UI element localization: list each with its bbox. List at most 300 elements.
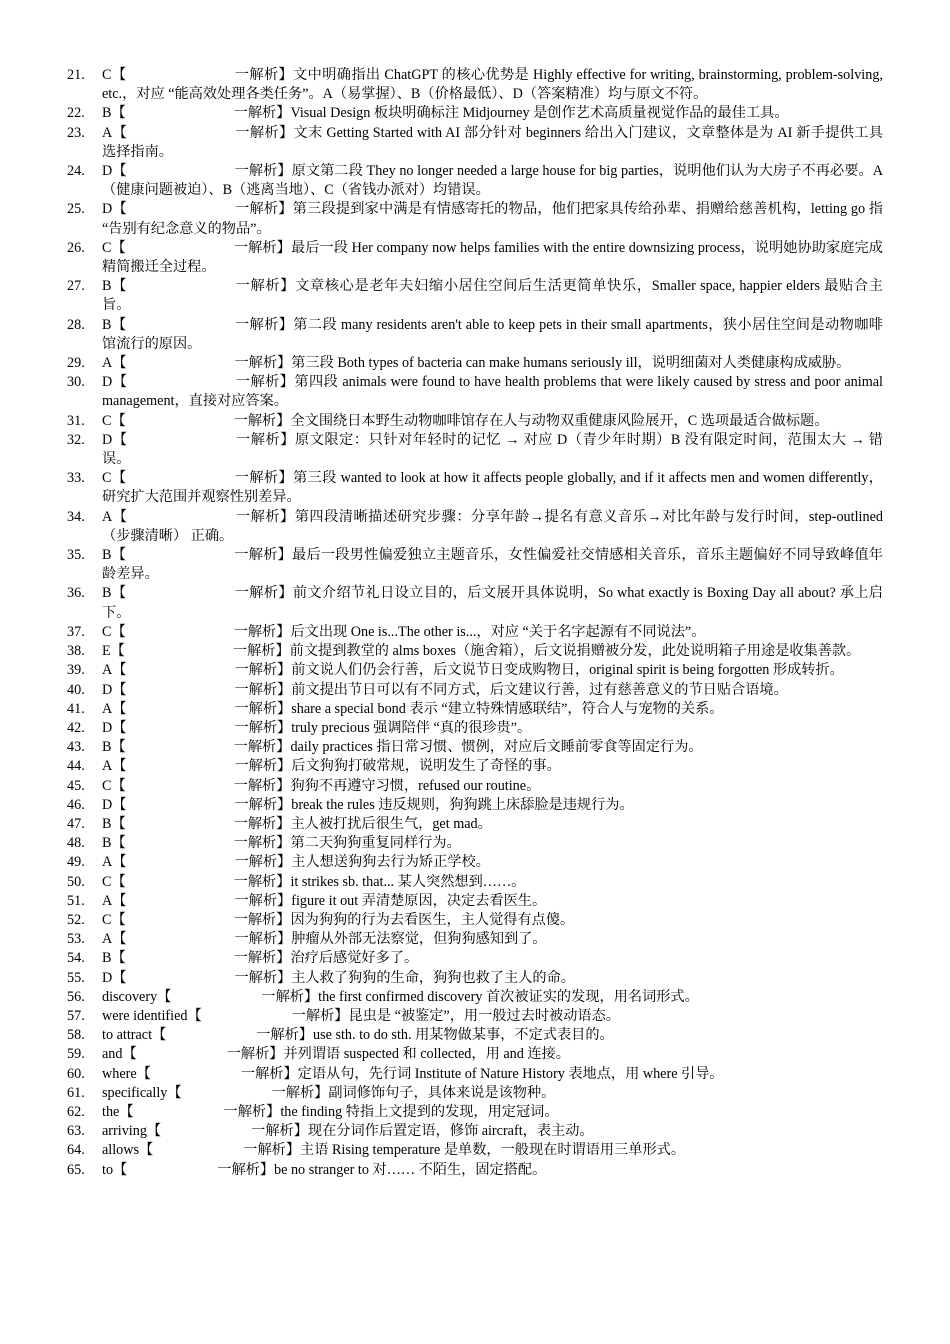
answer-choice: A	[102, 355, 113, 372]
answer-item	[67, 988, 883, 1007]
answer-choice: D	[102, 201, 113, 218]
answer-item	[67, 892, 883, 911]
open-bracket: 【	[111, 239, 126, 256]
answer-choice: where	[102, 1065, 137, 1082]
question-number: 51.	[67, 892, 85, 909]
answer-item	[67, 431, 883, 469]
analysis-text: 前文提到教堂的 alms boxes（施舍箱），后文说捐赠被分发，此处说明箱子用途是收集善款。	[289, 643, 861, 660]
open-bracket: 【	[111, 105, 126, 122]
open-bracket: 【	[167, 1084, 182, 1101]
answer-body	[102, 1122, 883, 1141]
open-bracket: 【	[112, 508, 128, 525]
open-bracket: 【	[112, 662, 127, 679]
open-bracket: 【	[111, 873, 126, 890]
answer-body	[102, 469, 883, 507]
answer-choice: D	[102, 796, 113, 813]
answer-item	[67, 354, 883, 373]
open-bracket: 【	[110, 643, 125, 660]
open-bracket: 【	[111, 739, 126, 756]
answer-body	[102, 1065, 883, 1084]
answer-body	[102, 1045, 883, 1064]
analysis-label: 一解析】	[235, 124, 294, 141]
question-number: 48.	[67, 835, 85, 852]
analysis-text: share a special bond 表示 “建立特殊情感联结”，符合人与宠物的关系。	[291, 700, 724, 717]
analysis-text: 并列谓语 suspected 和 collected，用 and 连接。	[283, 1046, 570, 1063]
analysis-label: 一解析】	[235, 508, 295, 525]
open-bracket: 【	[112, 796, 127, 813]
open-bracket: 【	[122, 1046, 137, 1063]
analysis-label: 一解析】	[217, 1161, 275, 1178]
analysis-label: 一解析】	[233, 623, 291, 640]
analysis-text: 全文围绕日本野生动物咖啡馆存在人与动物双重健康风险展开，C 选项最适合做标题。	[290, 412, 829, 429]
answer-choice: to	[102, 1161, 114, 1178]
answer-body	[102, 124, 883, 162]
open-bracket: 【	[187, 1007, 202, 1024]
answer-item	[67, 412, 883, 431]
open-bracket: 【	[111, 623, 126, 640]
answer-body	[102, 431, 883, 469]
answer-choice: B	[102, 739, 112, 756]
open-bracket: 【	[112, 201, 127, 218]
analysis-label: 一解析】	[234, 700, 292, 717]
question-number: 28.	[67, 316, 85, 333]
open-bracket: 【	[111, 585, 127, 602]
analysis-label: 一解析】	[234, 585, 293, 602]
analysis-text: 副词修饰句子，具体来说是该物种。	[328, 1084, 556, 1101]
answer-body	[102, 200, 883, 238]
answer-choice: D	[102, 163, 113, 180]
analysis-text: 主语 Rising temperature 是单数，一般现在时谓语用三单形式。	[300, 1142, 686, 1159]
answer-item	[67, 1103, 883, 1122]
answer-body	[102, 949, 883, 968]
analysis-text: 肿瘤从外部无法察觉，但狗狗感知到了。	[291, 931, 547, 948]
question-number: 55.	[67, 969, 85, 986]
answer-item	[67, 719, 883, 738]
answer-choice: A	[102, 124, 113, 141]
analysis-text: 第三段提到家中满是有情感寄托的物品，他们把家具传给孙辈、捐赠给慈善机构，letting go 指 “告别有纪念意义的物品”。	[102, 201, 883, 237]
analysis-label: 一解析】	[233, 105, 291, 122]
answer-choice: A	[102, 700, 113, 717]
answer-body	[102, 1084, 883, 1103]
analysis-label: 一解析】	[232, 643, 290, 660]
analysis-text: 前文介绍节礼日设立目的，后文展开具体说明，So what exactly is Boxing Day all about? 承上启下。	[102, 585, 883, 621]
question-number: 45.	[67, 777, 85, 794]
analysis-label: 一解析】	[233, 815, 291, 832]
answer-choice: A	[102, 508, 113, 525]
open-bracket: 【	[111, 950, 126, 967]
question-number: 23.	[67, 124, 85, 141]
question-number: 60.	[67, 1065, 85, 1082]
answer-choice: C	[102, 873, 112, 890]
answer-item	[67, 681, 883, 700]
answer-item	[67, 1045, 883, 1064]
analysis-label: 一解析】	[234, 355, 292, 372]
answer-choice: were identified	[102, 1007, 188, 1024]
analysis-label: 一解析】	[235, 278, 296, 295]
answer-item	[67, 1084, 883, 1103]
question-number: 59.	[67, 1046, 85, 1063]
answer-body	[102, 969, 883, 988]
answer-choice: A	[102, 758, 113, 775]
question-number: 21.	[67, 67, 85, 83]
answer-body	[102, 719, 883, 738]
answer-choice: allows	[102, 1142, 140, 1159]
answer-choice: C	[102, 623, 112, 640]
answer-item	[67, 1007, 883, 1026]
analysis-text: 前文提出节日可以有不同方式，后文建议行善，过有慈善意义的节日贴合语境。	[291, 681, 788, 698]
analysis-label: 一解析】	[234, 316, 294, 333]
analysis-text: use sth. to do sth. 用某物做某事，不定式表目的。	[313, 1027, 614, 1044]
open-bracket: 【	[152, 1027, 167, 1044]
question-number: 50.	[67, 873, 85, 890]
answer-choice: A	[102, 662, 113, 679]
answer-body	[102, 642, 883, 661]
answer-body	[102, 1103, 883, 1122]
answer-item	[67, 1122, 883, 1141]
analysis-label: 一解析】	[234, 547, 293, 564]
open-bracket: 【	[119, 1103, 134, 1120]
question-number: 44.	[67, 758, 85, 775]
answer-body	[102, 546, 883, 584]
answer-item	[67, 584, 883, 622]
question-number: 31.	[67, 412, 85, 429]
question-number: 54.	[67, 950, 85, 967]
open-bracket: 【	[112, 969, 127, 986]
analysis-text: the finding 特指上文提到的发现，用定冠词。	[280, 1103, 559, 1120]
analysis-label: 一解析】	[233, 950, 291, 967]
answer-item	[67, 1141, 883, 1160]
analysis-text: 定语从句，先行词 Institute of Nature History 表地点，用 where 引导。	[297, 1065, 724, 1082]
question-number: 39.	[67, 662, 85, 679]
analysis-label: 一解析】	[233, 777, 291, 794]
answer-item	[67, 738, 883, 757]
open-bracket: 【	[111, 412, 126, 429]
analysis-text: be no stranger to 对…… 不陌生，固定搭配。	[274, 1161, 547, 1178]
analysis-text: 主人被打扰后很生气，get mad。	[290, 815, 492, 832]
answer-item	[67, 969, 883, 988]
analysis-label: 一解析】	[234, 719, 292, 736]
answer-body	[102, 66, 883, 104]
analysis-text: 文中明确指出 ChatGPT 的核心优势是 Highly effective for writing, brainstorming, problem-solving, etc.，对应 “能高效处理各类任务”。A（易掌握）、B（价格最低）、D（答案精准）均与原文不符。	[102, 67, 883, 103]
answer-body	[102, 1161, 883, 1180]
open-bracket: 【	[111, 815, 126, 832]
analysis-label: 一解析】	[234, 796, 292, 813]
analysis-label: 一解析】	[235, 431, 295, 448]
analysis-label: 一解析】	[240, 1065, 298, 1082]
answer-item	[67, 911, 883, 930]
answer-body	[102, 584, 883, 622]
answer-item	[67, 1161, 883, 1180]
question-number: 58.	[67, 1027, 85, 1044]
question-number: 42.	[67, 719, 85, 736]
answer-choice: B	[102, 815, 112, 832]
open-bracket: 【	[111, 777, 126, 794]
answer-item	[67, 1026, 883, 1045]
answer-choice: C	[102, 470, 112, 487]
answer-item	[67, 546, 883, 584]
question-number: 40.	[67, 681, 85, 698]
analysis-label: 一解析】	[234, 681, 292, 698]
analysis-label: 一解析】	[291, 1007, 349, 1024]
answer-body	[102, 988, 883, 1007]
question-number: 46.	[67, 796, 85, 813]
answer-choice: B	[102, 547, 112, 564]
analysis-label: 一解析】	[233, 412, 291, 429]
answer-body	[102, 757, 883, 776]
answer-choice: D	[102, 969, 113, 986]
answer-item	[67, 777, 883, 796]
answer-body	[102, 873, 883, 892]
open-bracket: 【	[157, 988, 172, 1005]
analysis-label: 一解析】	[234, 892, 292, 909]
question-number: 24.	[67, 163, 85, 180]
open-bracket: 【	[112, 163, 127, 180]
answer-body	[102, 162, 883, 200]
analysis-label: 一解析】	[234, 662, 292, 679]
analysis-text: Visual Design 板块明确标注 Midjourney 是创作艺术高质量视觉作品的最佳工具。	[290, 105, 789, 122]
answer-item	[67, 853, 883, 872]
analysis-text: 文章核心是老年夫妇缩小居住空间后生活更简单快乐，Smaller space, happier elders 最贴合主旨。	[102, 278, 883, 314]
analysis-text: truly precious 强调陪伴 “真的很珍贵”。	[291, 719, 532, 736]
answer-choice: C	[102, 412, 112, 429]
answer-item	[67, 949, 883, 968]
open-bracket: 【	[112, 758, 127, 775]
question-number: 56.	[67, 988, 85, 1005]
answer-body	[102, 1026, 883, 1045]
analysis-label: 一解析】	[233, 873, 291, 890]
question-number: 49.	[67, 854, 85, 871]
analysis-label: 一解析】	[233, 239, 291, 256]
answer-key	[67, 66, 883, 1180]
answer-choice: the	[102, 1103, 120, 1120]
answer-choice: D	[102, 374, 113, 391]
open-bracket: 【	[112, 719, 127, 736]
analysis-text: 第三段 Both types of bacteria can make humans seriously ill，说明细菌对人类健康构成威胁。	[291, 355, 851, 372]
question-number: 38.	[67, 643, 85, 660]
answer-item	[67, 661, 883, 680]
answer-body	[102, 508, 883, 546]
analysis-text: 文末 Getting Started with AI 部分针对 beginners 给出入门建议，文章整体是为 AI 新手提供工具选择指南。	[102, 124, 883, 160]
question-number: 29.	[67, 355, 85, 372]
question-number: 22.	[67, 105, 85, 122]
analysis-text: 原文限定：只针对年轻时的记忆 → 对应 D（青少年时期）B 没有限定时间，范围太大 → 错误。	[102, 431, 883, 468]
analysis-label: 一解析】	[271, 1084, 329, 1101]
answer-body	[102, 412, 883, 431]
question-number: 43.	[67, 739, 85, 756]
question-number: 64.	[67, 1142, 85, 1159]
answer-item	[67, 623, 883, 642]
question-number: 34.	[67, 508, 85, 525]
answer-choice: B	[102, 835, 112, 852]
answer-choice: B	[102, 950, 112, 967]
analysis-label: 一解析】	[261, 988, 319, 1005]
answer-item	[67, 124, 883, 162]
answer-body	[102, 661, 883, 680]
answer-body	[102, 930, 883, 949]
analysis-text: daily practices 指日常习惯、惯例，对应后文睡前零食等固定行为。	[290, 739, 703, 756]
open-bracket: 【	[111, 470, 127, 487]
question-number: 36.	[67, 585, 85, 602]
open-bracket: 【	[112, 431, 128, 448]
analysis-label: 一解析】	[223, 1103, 281, 1120]
question-number: 53.	[67, 931, 85, 948]
analysis-text: it strikes sb. that... 某人突然想到……。	[290, 873, 526, 890]
answer-choice: D	[102, 431, 113, 448]
analysis-text: 第二天狗狗重复同样行为。	[290, 835, 461, 852]
answer-item	[67, 1065, 883, 1084]
open-bracket: 【	[112, 700, 127, 717]
answer-choice: C	[102, 67, 112, 83]
answer-body	[102, 834, 883, 853]
answer-choice: D	[102, 719, 113, 736]
question-number: 25.	[67, 201, 85, 218]
open-bracket: 【	[112, 931, 127, 948]
analysis-label: 一解析】	[251, 1123, 308, 1140]
answer-body	[102, 239, 883, 277]
analysis-text: 最后一段男性偏爱独立主题音乐，女性偏爱社交情感相关音乐，音乐主题偏好不同导致峰值年龄差异。	[102, 547, 883, 583]
question-number: 65.	[67, 1161, 85, 1178]
answer-item	[67, 642, 883, 661]
answer-choice: arriving	[102, 1123, 147, 1140]
answer-item	[67, 508, 883, 546]
answer-item	[67, 277, 883, 315]
open-bracket: 【	[111, 278, 127, 295]
open-bracket: 【	[136, 1065, 151, 1082]
answer-body	[102, 681, 883, 700]
answer-choice: A	[102, 854, 113, 871]
open-bracket: 【	[111, 835, 126, 852]
answer-choice: A	[102, 931, 113, 948]
analysis-label: 一解析】	[243, 1142, 301, 1159]
answer-item	[67, 316, 883, 354]
open-bracket: 【	[112, 681, 127, 698]
question-number: 47.	[67, 815, 85, 832]
analysis-text: break the rules 违反规则，狗狗跳上床舔脸是违规行为。	[291, 796, 634, 813]
analysis-label: 一解析】	[234, 758, 292, 775]
answer-body	[102, 777, 883, 796]
question-number: 26.	[67, 239, 85, 256]
analysis-label: 一解析】	[234, 969, 292, 986]
open-bracket: 【	[146, 1123, 162, 1140]
analysis-text: 昆虫是 “被鉴定”，用一般过去时被动语态。	[348, 1007, 620, 1024]
answer-choice: specifically	[102, 1084, 168, 1101]
open-bracket: 【	[111, 547, 127, 564]
answer-body	[102, 623, 883, 642]
question-number: 41.	[67, 700, 85, 717]
analysis-label: 一解析】	[234, 67, 294, 83]
analysis-label: 一解析】	[234, 201, 293, 218]
answer-body	[102, 1141, 883, 1160]
answer-body	[102, 796, 883, 815]
answer-item	[67, 469, 883, 507]
open-bracket: 【	[112, 355, 127, 372]
analysis-text: 主人想送狗狗去行为矫正学校。	[291, 854, 490, 871]
answer-body	[102, 911, 883, 930]
question-number: 35.	[67, 547, 85, 564]
analysis-label: 一解析】	[234, 163, 292, 180]
answer-choice: B	[102, 585, 112, 602]
question-number: 62.	[67, 1103, 85, 1120]
answer-item	[67, 162, 883, 200]
question-number: 33.	[67, 470, 85, 487]
open-bracket: 【	[139, 1142, 154, 1159]
answer-body	[102, 700, 883, 719]
analysis-text: 因为狗狗的行为去看医生，主人觉得有点傻。	[290, 911, 575, 928]
answer-body	[102, 853, 883, 872]
analysis-text: 最后一段 Her company now helps families with the entire downsizing process，说明她协助家庭完成精简搬迁全过程。	[102, 239, 883, 276]
answer-choice: C	[102, 777, 112, 794]
answer-item	[67, 873, 883, 892]
question-number: 30.	[67, 374, 85, 391]
analysis-label: 一解析】	[233, 835, 291, 852]
analysis-text: 前文说人们仍会行善，后文说节日变成购物日，original spirit is being forgotten 形成转折。	[291, 662, 844, 679]
analysis-label: 一解析】	[226, 1046, 284, 1063]
question-number: 57.	[67, 1007, 85, 1024]
open-bracket: 【	[112, 854, 127, 871]
analysis-text: the first confirmed discovery 首次被证实的发现，用名词形式。	[318, 988, 699, 1005]
analysis-text: figure it out 弄清楚原因，决定去看医生。	[291, 892, 547, 909]
question-number: 61.	[67, 1084, 85, 1101]
answer-body	[102, 373, 883, 411]
open-bracket: 【	[111, 67, 127, 83]
answer-choice: B	[102, 278, 112, 295]
analysis-text: 第三段 wanted to look at how it affects people globally, and if it affects men and women differently，研究扩大范围并观察性别差异。	[102, 470, 883, 506]
open-bracket: 【	[113, 1161, 128, 1178]
analysis-text: 第四段清晰描述研究步骤：分享年龄→提名有意义音乐→对比年龄与发行时间，step-outlined（步骤清晰） 正确。	[102, 508, 883, 544]
analysis-text: 治疗后感觉好多了。	[290, 950, 419, 967]
question-number: 37.	[67, 623, 85, 640]
answer-choice: and	[102, 1046, 123, 1063]
answer-choice: A	[102, 892, 113, 909]
answer-body	[102, 354, 883, 373]
answer-item	[67, 796, 883, 815]
answer-item	[67, 815, 883, 834]
open-bracket: 【	[111, 911, 126, 928]
answer-choice: B	[102, 105, 112, 122]
answer-body	[102, 277, 883, 315]
analysis-text: 第二段 many residents aren't able to keep pets in their small apartments，狭小居住空间是动物咖啡馆流行的原因。	[102, 316, 883, 352]
analysis-label: 一解析】	[234, 931, 292, 948]
analysis-label: 一解析】	[233, 739, 291, 756]
analysis-text: 第四段 animals were found to have health problems that were likely caused by stress and poor animal management，直接对应答案。	[102, 374, 883, 410]
answer-body	[102, 815, 883, 834]
open-bracket: 【	[112, 892, 127, 909]
answer-item	[67, 757, 883, 776]
answer-body	[102, 104, 883, 123]
analysis-label: 一解析】	[256, 1027, 313, 1044]
answer-item	[67, 834, 883, 853]
answer-body	[102, 892, 883, 911]
answer-choice: discovery	[102, 988, 158, 1005]
analysis-label: 一解析】	[234, 854, 292, 871]
answer-item	[67, 700, 883, 719]
answer-choice: D	[102, 681, 113, 698]
analysis-text: 主人救了狗狗的生命，狗狗也救了主人的命。	[291, 969, 575, 986]
question-number: 63.	[67, 1123, 85, 1140]
answer-choice: C	[102, 911, 112, 928]
analysis-text: 现在分词作后置定语，修饰 aircraft，表主动。	[307, 1123, 594, 1140]
question-number: 32.	[67, 431, 85, 448]
answer-choice: to attract	[102, 1027, 153, 1044]
answer-body	[102, 316, 883, 354]
analysis-text: 原文第二段 They no longer needed a large house for big parties，说明他们认为大房子不再必要。A（健康问题被迫）、B（逃离当地）、C（省钱办派对）均错误。	[102, 163, 883, 199]
analysis-text: 狗狗不再遵守习惯，refused our routine。	[290, 777, 541, 794]
open-bracket: 【	[112, 124, 128, 141]
analysis-label: 一解析】	[235, 374, 295, 391]
answer-item	[67, 239, 883, 277]
answer-item	[67, 66, 883, 104]
answer-item	[67, 930, 883, 949]
